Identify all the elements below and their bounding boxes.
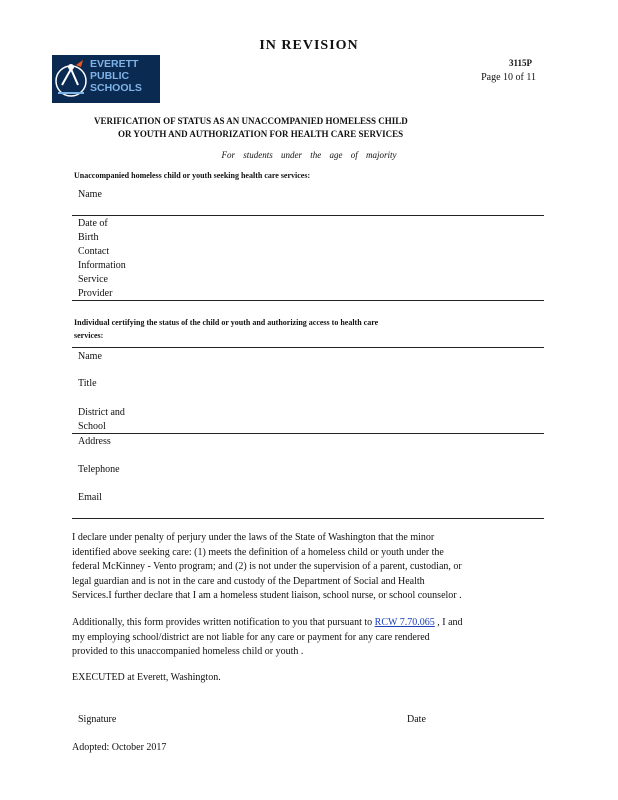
everett-public-schools-logo [52,55,160,103]
field-label-name: Name [78,189,102,200]
logo-emblem-icon [52,55,90,103]
adopted-date: Adopted: October 2017 [72,742,167,753]
logo-text-schools: SCHOOLS [90,82,142,94]
divider-line [72,347,544,348]
signature-label: Signature [78,714,117,725]
section1-heading: Unaccompanied homeless child or youth seeking health care services: [74,171,311,180]
form-title-line-2: OR YOUTH AND AUTHORIZATION FOR HEALTH CARE SERVICES [118,129,404,139]
field-label-birth: Birth [78,232,99,243]
form-title-line-1: VERIFICATION OF STATUS AS AN UNACCOMPANIED HOMELESS CHILD [94,116,408,126]
date-label: Date [407,714,426,725]
logo-text-public: PUBLIC [90,70,130,82]
field-label-contact: Contact [78,246,110,257]
page-header-title: IN REVISION [259,38,359,53]
form-subtitle: For students under the age of majority [221,150,397,160]
field-label-service: Service [78,274,108,285]
notification-paragraph [72,616,542,660]
divider-line [72,300,544,301]
section2-heading-line-1: Individual certifying the status of the child or youth and authorizing access to health care [74,318,379,327]
divider-line [72,518,544,519]
section2-heading-line-2: services: [74,331,104,340]
notification-text: , I and [434,617,463,628]
field-label-information: Information [78,260,126,271]
declaration-line: I declare under penalty of perjury under the laws of the State of Washington that the minor [72,532,435,543]
declaration-paragraph [72,531,542,604]
notification-text: Additionally, this form provides written notification to you that pursuant to [72,617,375,628]
logo-text-everett: EVERETT [90,58,139,70]
declaration-line: federal McKinney - Vento program; and (2) is not under the supervision of a parent, custodian, or [72,561,462,572]
field-label-provider: Provider [78,288,113,299]
field-label-title: Title [78,378,97,389]
field-label-name: Name [78,351,102,362]
notification-line: provided to this unaccompanied homeless child or youth . [72,646,304,657]
notification-line: my employing school/district are not liable for any care or payment for any care rendered [72,631,430,643]
page-number: Page 10 of 11 [481,72,536,83]
divider-line [72,433,544,434]
executed-statement: EXECUTED at Everett, Washington. [72,672,221,683]
rcw-link[interactable]: RCW 7.70.065 [374,617,435,628]
field-label-address: Address [78,436,111,447]
field-label-telephone: Telephone [78,464,120,475]
field-label-school: School [78,421,106,432]
field-label-date-of: Date of [78,218,108,229]
declaration-line: identified above seeking care: (1) meets the definition of a homeless child or youth under the [72,546,444,558]
divider-line [72,215,544,216]
declaration-line: legal guardian and is not in the care and custody of the Department of Social and Health [72,575,425,587]
field-label-email: Email [78,492,102,503]
policy-code: 3115P [508,58,532,68]
field-label-district-and: District and [78,407,125,418]
declaration-line: Services.I further declare that I am a homeless student liaison, school nurse, or school counselor . [72,590,462,601]
